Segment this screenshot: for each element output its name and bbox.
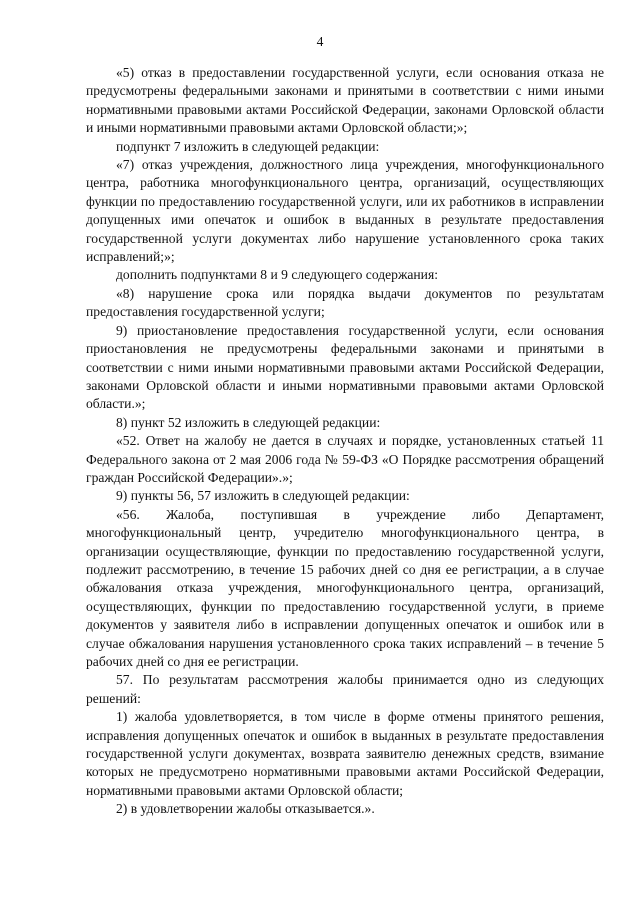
paragraph: 8) пункт 52 изложить в следующей редакции:	[116, 414, 381, 430]
paragraph: подпункт 7 изложить в следующей редакции:	[116, 138, 380, 154]
paragraph: «56. Жалоба, поступившая в учреждение либо Департамент, многофункциональный центр, учредителю многофункционального центра, в организации осуществляющие, функции по предоставлению государственной услуги, подлежит рассмотрению, в течение 15 рабочих дней со дня ее регистрации, а в случае обжалования отказа учреждения, многофункционального центра, организаций, осуществляющих, функции по предоставлению государственной услуги, в приеме документов у заявителя либо в исправлении допущенных опечаток и ошибок или в случае обжалования нарушения установленного срока таких исправлений – в течение 5 рабочих дней со дня ее регистрации.	[86, 506, 604, 669]
paragraph: «5) отказ в предоставлении государственной услуги, если основания отказа не предусмотрены федеральными законами и принятыми в соответствии с ними иными нормативными правовыми актами Российской Федерации, законами Орловской области и иными нормативными правовыми актами Орловской области;»;	[86, 65, 604, 136]
paragraph: 9) пункты 56, 57 изложить в следующей редакции:	[116, 488, 410, 504]
paragraph: 2) в удовлетворении жалобы отказывается.».	[116, 801, 375, 817]
paragraph: 57. По результатам рассмотрения жалобы принимается одно из следующих решений:	[86, 672, 604, 706]
page-number: 4	[316, 34, 324, 49]
paragraph: дополнить подпунктами 8 и 9 следующего содержания:	[116, 267, 438, 283]
paragraph: «7) отказ учреждения, должностного лица учреждения, многофункционального центра, работника многофункционального центра, организаций, осуществляющих функции по предоставлению государственной услуги, или их работников в исправлении допущенных ими опечаток и ошибок в выданных в результате предоставления государственной услуги документах либо нарушение установленного срока таких исправлений;»;	[86, 157, 604, 265]
document-body	[86, 64, 604, 819]
paragraph: «8) нарушение срока или порядка выдачи документов по результатам предоставления государственной услуги;	[86, 285, 604, 320]
paragraph: 1) жалоба удовлетворяется, в том числе в форме отмены принятого решения, исправления допущенных опечаток и ошибок в выданных в результате предоставления государственной услуги документах, возврата заявителю денежных средств, взимание которых не предусмотрено нормативными правовыми актами Российской Федерации, нормативными правовыми актами Орловской области;	[86, 709, 604, 798]
paragraph: «52. Ответ на жалобу не дается в случаях и порядке, установленных статьей 11 Федерального закона от 2 мая 2006 года № 59-ФЗ «О Порядке рассмотрения обращений граждан Российской Федерации».»;	[86, 433, 604, 485]
paragraph: 9) приостановление предоставления государственной услуги, если основания приостановления не предусмотрены федеральными законами и принятыми в соответствии с ними иными нормативными правовыми актами Российской Федерации, законами Орловской области и иными нормативными правовыми актами Орловской области.»;	[86, 322, 604, 412]
